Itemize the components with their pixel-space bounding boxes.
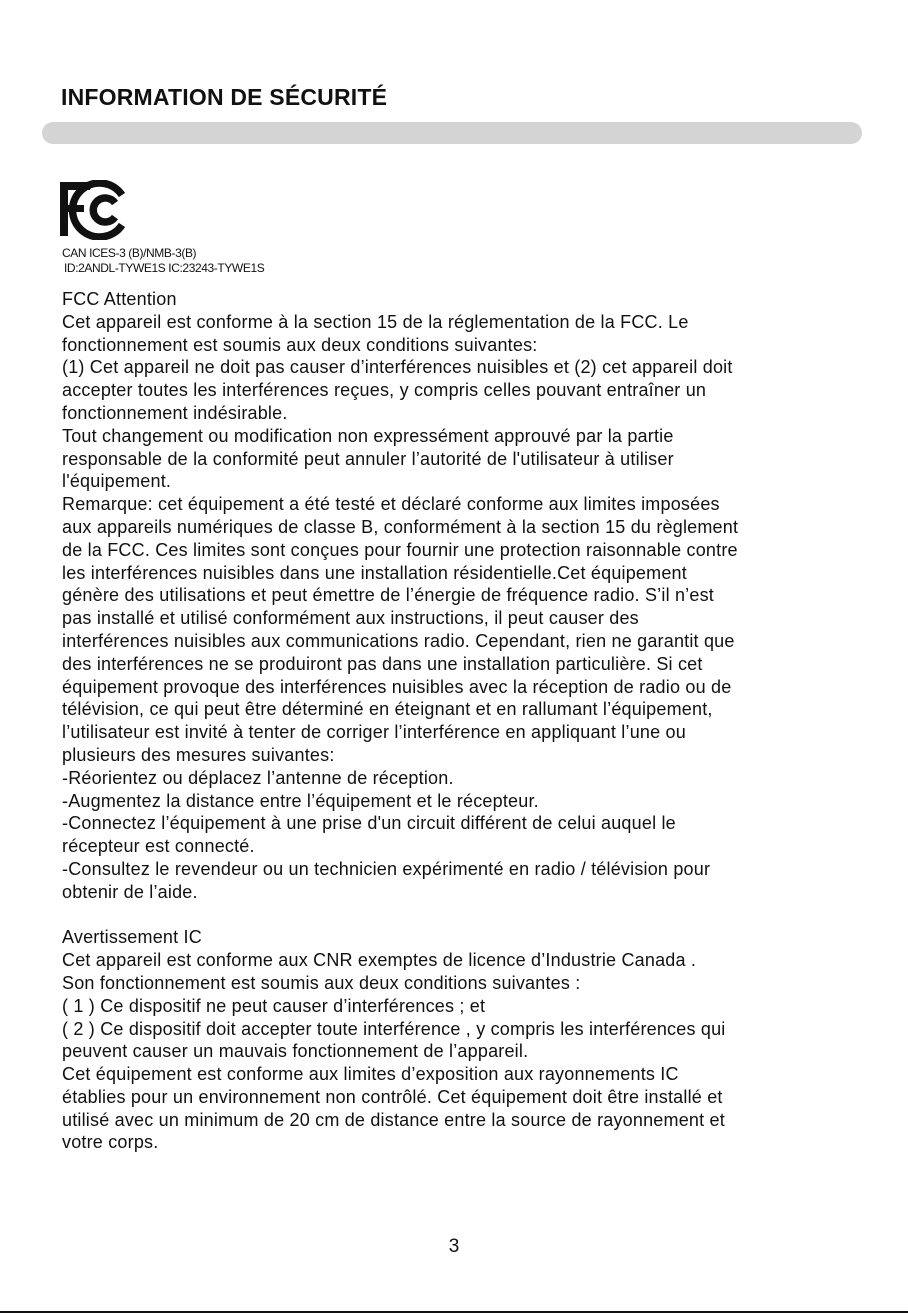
fcc-text-line: récepteur est connecté. [62, 836, 255, 857]
fcc-text-line: Cet appareil est conforme à la section 15 de la réglementation de la FCC. Le [62, 311, 689, 332]
fcc-text-line: Remarque: cet équipement a été testé et déclaré conforme aux limites imposées [62, 494, 720, 515]
fcc-text-line: de la FCC. Ces limites sont conçues pour fournir une protection raisonnable contre [62, 539, 738, 560]
fcc-text-line: équipement provoque des interférences nuisibles avec la réception de radio ou de [62, 676, 732, 697]
page-number: 3 [448, 1236, 460, 1257]
fcc-text-line: accepter toutes les interférences reçues, y compris celles pouvant entraîner un [62, 380, 707, 401]
fcc-text-line: (1) Cet appareil ne doit pas causer d’interférences nuisibles et (2) cet appareil doit [62, 357, 733, 378]
fcc-text-line: -Réorientez ou déplacez l’antenne de réception. [62, 767, 454, 788]
fcc-text-line: -Connectez l’équipement à une prise d'un circuit différent de celui auquel le [62, 813, 676, 834]
fcc-text-line: responsable de la conformité peut annuler l’autorité de l'utilisateur à utiliser [62, 448, 674, 469]
fcc-text-line: fonctionnement est soumis aux deux conditions suivantes: [62, 334, 538, 355]
ic-text-line: Son fonctionnement est soumis aux deux conditions suivantes : [62, 972, 581, 993]
fcc-text-line: fonctionnement indésirable. [62, 402, 288, 423]
ic-heading: Avertissement IC [62, 927, 202, 948]
ic-text-line: utilisé avec un minimum de 20 cm de distance entre la source de rayonnement et [62, 1109, 725, 1130]
fcc-text-line: -Augmentez la distance entre l’équipement et le récepteur. [62, 790, 539, 811]
fcc-text-line: plusieurs des mesures suivantes: [62, 744, 335, 765]
certification-info [62, 246, 264, 276]
fcc-logo-icon [60, 180, 132, 245]
fcc-heading: FCC Attention [62, 289, 177, 309]
fcc-text-line: des interférences ne se produiront pas dans une installation particulière. Si cet [62, 653, 703, 674]
ic-text-line: Cet appareil est conforme aux CNR exemptes de licence d’Industrie Canada . [62, 950, 697, 971]
header-divider-bar [42, 122, 862, 144]
ic-text-line: votre corps. [62, 1132, 159, 1153]
fcc-text-line: génère des utilisations et peut émettre de l’énergie de fréquence radio. S’il n’est [62, 585, 714, 606]
device-ids-line: ID:2ANDL-TYWE1S IC:23243-TYWE1S [64, 261, 265, 275]
fcc-text-line: aux appareils numériques de classe B, conformément à la section 15 du règlement [62, 516, 739, 537]
fcc-text-line: Tout changement ou modification non expressément approuvé par la partie [62, 425, 674, 446]
ic-text-line: Cet équipement est conforme aux limites d’exposition aux rayonnements IC [62, 1064, 679, 1085]
ic-text-line: peuvent causer un mauvais fonctionnement de l’appareil. [62, 1041, 529, 1062]
ic-text-line: établies pour un environnement non contrôlé. Cet équipement doit être installé et [62, 1086, 723, 1107]
ices-compliance-line: CAN ICES-3 (B)/NMB-3(B) [62, 246, 197, 260]
fcc-text-line: obtenir de l’aide. [62, 881, 198, 902]
fcc-text-line: l'équipement. [62, 471, 172, 492]
ic-text-line: ( 2 ) Ce dispositif doit accepter toute interférence , y compris les interférences qui [62, 1018, 726, 1039]
page-title: INFORMATION DE SÉCURITÉ [61, 84, 388, 110]
safety-body-text [62, 288, 862, 1154]
fcc-text-line: les interférences nuisibles dans une installation résidentielle.Cet équipement [62, 562, 687, 583]
fcc-text-line: interférences nuisibles aux communications radio. Cependant, rien ne garantit que [62, 630, 735, 651]
fcc-text-line: -Consultez le revendeur ou un technicien expérimenté en radio / télévision pour [62, 858, 711, 879]
fcc-text-line: l’utilisateur est invité à tenter de corriger l’interférence en appliquant l’une ou [62, 722, 686, 743]
ic-text-line: ( 1 ) Ce dispositif ne peut causer d’interférences ; et [62, 995, 486, 1016]
fcc-text-line: pas installé et utilisé conformément aux instructions, il peut causer des [62, 608, 639, 629]
paragraph-gap [62, 904, 862, 927]
fcc-text-line: télévision, ce qui peut être déterminé en éteignant et en rallumant l’équipement, [62, 699, 713, 720]
